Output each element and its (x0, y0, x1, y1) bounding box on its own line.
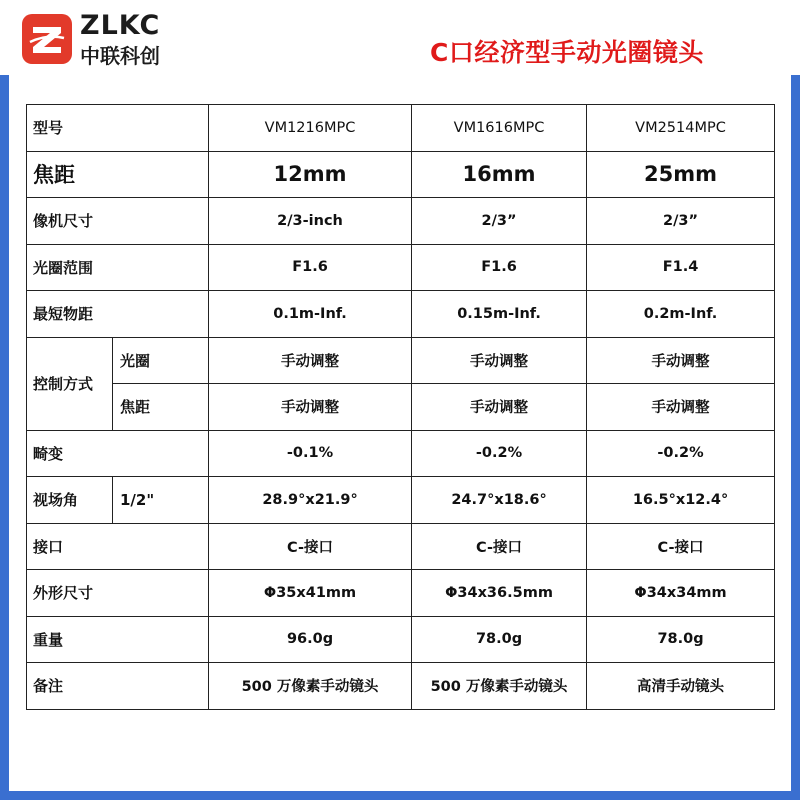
row-label: 备注 (27, 663, 209, 710)
table-row (27, 616, 775, 663)
cell-value: 16.5°x12.4° (587, 477, 775, 524)
table-row (27, 244, 775, 291)
table-row (27, 570, 775, 617)
row-label: 光圈范围 (27, 244, 209, 291)
cell-value: 25mm (587, 151, 775, 198)
brand-name-en: ZLKC (80, 10, 161, 41)
cell-value: 手动调整 (587, 384, 775, 431)
cell-value: C-接口 (209, 523, 412, 570)
row-label: 像机尺寸 (27, 198, 209, 245)
cell-value: C-接口 (587, 523, 775, 570)
cell-value: 手动调整 (587, 337, 775, 384)
page-title: C口经济型手动光圈镜头 (430, 38, 704, 67)
row-label: 视场角 (27, 477, 113, 524)
cell-value: Φ34x36.5mm (412, 570, 587, 617)
cell-value: 2/3” (412, 198, 587, 245)
row-label: 接口 (27, 523, 209, 570)
row-label: 焦距 (27, 151, 209, 198)
cell-value: 手动调整 (412, 337, 587, 384)
header (0, 0, 800, 75)
cell-value: 96.0g (209, 616, 412, 663)
cell-value: Φ35x41mm (209, 570, 412, 617)
row-label: 畸变 (27, 430, 209, 477)
spec-table (26, 104, 775, 710)
cell-value: F1.6 (209, 244, 412, 291)
cell-value: C-接口 (412, 523, 587, 570)
cell-value: 78.0g (412, 616, 587, 663)
cell-value: -0.2% (412, 430, 587, 477)
table-row (27, 384, 775, 431)
cell-value: -0.1% (209, 430, 412, 477)
cell-value: F1.6 (412, 244, 587, 291)
table-row (27, 523, 775, 570)
row-label: 型号 (27, 105, 209, 152)
cell-value: 高清手动镜头 (587, 663, 775, 710)
table-row (27, 291, 775, 338)
row-sub-label: 1/2" (113, 477, 209, 524)
cell-value: F1.4 (587, 244, 775, 291)
cell-value: -0.2% (587, 430, 775, 477)
frame-left (0, 75, 9, 800)
row-label: 最短物距 (27, 291, 209, 338)
table-row (27, 198, 775, 245)
row-sub-label: 焦距 (113, 384, 209, 431)
cell-value: 78.0g (587, 616, 775, 663)
cell-value: 0.15m-Inf. (412, 291, 587, 338)
frame-right (791, 75, 800, 800)
table-row (27, 337, 775, 384)
cell-value: 0.1m-Inf. (209, 291, 412, 338)
table-row (27, 105, 775, 152)
cell-value: 手动调整 (209, 384, 412, 431)
cell-value: 手动调整 (412, 384, 587, 431)
table-row (27, 151, 775, 198)
cell-value: 0.2m-Inf. (587, 291, 775, 338)
cell-value: Φ34x34mm (587, 570, 775, 617)
cell-value: 16mm (412, 151, 587, 198)
cell-value: 2/3-inch (209, 198, 412, 245)
cell-value: VM1216MPC (209, 105, 412, 152)
frame-bottom (0, 791, 800, 800)
zlkc-logo-icon (22, 14, 72, 64)
cell-value: VM1616MPC (412, 105, 587, 152)
brand-name-cn: 中联科创 (80, 44, 160, 68)
cell-value: 手动调整 (209, 337, 412, 384)
cell-value: 12mm (209, 151, 412, 198)
cell-value: VM2514MPC (587, 105, 775, 152)
table-row (27, 430, 775, 477)
table-row (27, 663, 775, 710)
cell-value: 28.9°x21.9° (209, 477, 412, 524)
cell-value: 500 万像素手动镜头 (209, 663, 412, 710)
row-label: 重量 (27, 616, 209, 663)
row-label: 外形尺寸 (27, 570, 209, 617)
cell-value: 24.7°x18.6° (412, 477, 587, 524)
cell-value: 2/3” (587, 198, 775, 245)
row-sub-label: 光圈 (113, 337, 209, 384)
table-row (27, 477, 775, 524)
row-label: 控制方式 (27, 337, 113, 430)
cell-value: 500 万像素手动镜头 (412, 663, 587, 710)
